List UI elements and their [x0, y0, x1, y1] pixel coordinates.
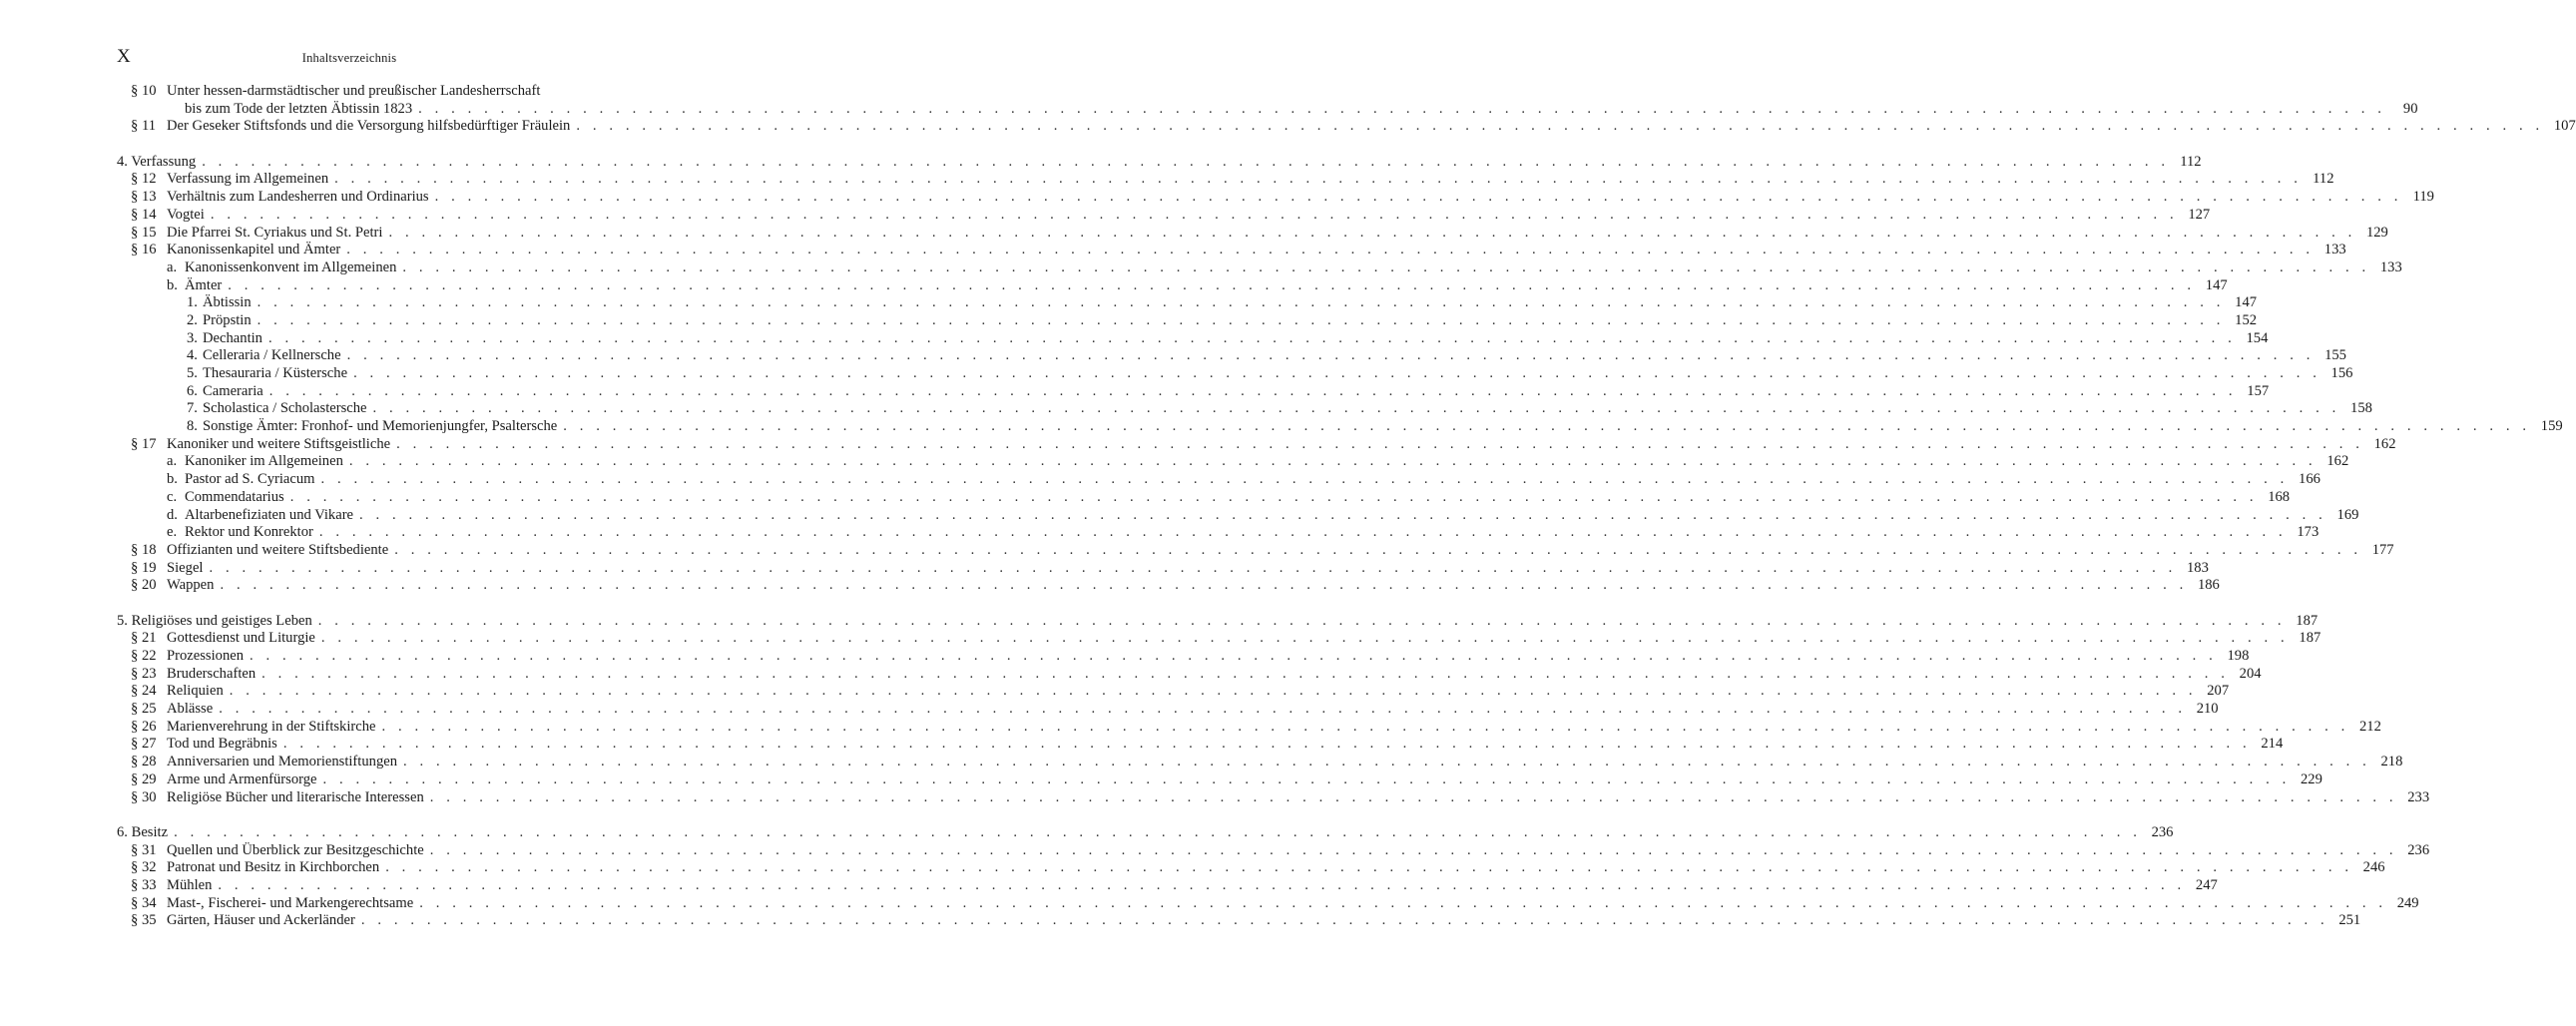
- toc-entry: [117, 294, 2258, 312]
- dot-leader: . . . . . . . . . . . . . . . . . . . . . . . . . . . . . . . . . . . . . . . . . . . . . . . . . . . . . . . . . . . . . . . . . . . . . . . . . . . . . . . . . . . . . . . . . . . . . . . . . . . . . . . . . . . . . . . . . . . . . . . .: [359, 506, 2327, 523]
- toc-entry: [117, 100, 2418, 119]
- toc-entry-title: Tod und Begräbnis: [167, 736, 277, 753]
- toc-paragraph-number: § 10: [131, 83, 157, 99]
- dot-leader: . . . . . . . . . . . . . . . . . . . . . . . . . . . . . . . . . . . . . . . . . . . . . . . . . . . . . . . . . . . . . . . . . . . . . . . . . . . . . . . . . . . . . . . . . . . . . . . . . . . . . . . . . . . . . . . . . . . . . . . .: [334, 171, 2303, 188]
- toc-page-number: 127: [2188, 206, 2211, 223]
- toc-paragraph-number: § 34: [131, 894, 157, 911]
- dot-leader: . . . . . . . . . . . . . . . . . . . . . . . . . . . . . . . . . . . . . . . . . . . . . . . . . . . . . . . . . . . . . . . . . . . . . . . . . . . . . . . . . . . . . . . . . . . . . . . . . . . . . . . . . . . . . . . . . . . . . . . .: [257, 311, 2226, 328]
- toc-entry: [117, 718, 2381, 737]
- toc-paragraph-number: § 32: [131, 859, 157, 876]
- toc-entry-title: Wappen: [167, 577, 215, 594]
- toc-entry-title: Arme und Armenfürsorge: [167, 770, 317, 787]
- toc-entry: [117, 171, 2334, 189]
- toc-page-number: 207: [2207, 683, 2230, 700]
- dot-leader: . . . . . . . . . . . . . . . . . . . . . . . . . . . . . . . . . . . . . . . . . . . . . . . . . . . . . . . . . . . . . . . . . . . . . . . . . . . . . . . . . . . . . . . . . . . . . . . . . . . . . . . . . . . . . . . . . . . . . . . .: [320, 630, 2290, 647]
- toc-item-marker: b.: [167, 276, 178, 293]
- toc-page-number: 210: [2196, 701, 2219, 718]
- toc-entry-title: Anniversarien und Memorienstiftungen: [167, 754, 398, 770]
- toc-page-number: 212: [2359, 718, 2381, 735]
- dot-leader: . . . . . . . . . . . . . . . . . . . . . . . . . . . . . . . . . . . . . . . . . . . . . . . . . . . . . . . . . . . . . . . . . . . . . . . . . . . . . . . . . . . . . . . . . . . . . . . . . . . . . . . . . . . . . . . . . . . . . . . .: [353, 365, 2321, 381]
- toc-paragraph-number: § 35: [131, 912, 157, 929]
- dot-leader: . . . . . . . . . . . . . . . . . . . . . . . . . . . . . . . . . . . . . . . . . . . . . . . . . . . . . . . . . . . . . . . . . . . . . . . . . . . . . . . . . . . . . . . . . . . . . . . . . . . . . . . . . . . . . . . . . . . . . . . .: [563, 418, 2531, 435]
- toc-entry: [117, 83, 643, 101]
- toc-page-number: 147: [2205, 276, 2228, 293]
- toc-paragraph-number: § 26: [131, 718, 157, 735]
- toc-item-marker: a.: [167, 453, 178, 470]
- dot-leader: . . . . . . . . . . . . . . . . . . . . . . . . . . . . . . . . . . . . . . . . . . . . . . . . . . . . . . . . . . . . . . . . . . . . . . . . . . . . . . . . . . . . . . . . . . . . . . . . . . . . . . . . . . . . . . . . . . . . . . . .: [267, 329, 2237, 346]
- toc-entry: [117, 841, 2430, 860]
- toc-item-marker: 5.: [187, 365, 198, 381]
- dot-leader: . . . . . . . . . . . . . . . . . . . . . . . . . . . . . . . . . . . . . . . . . . . . . . . . . . . . . . . . . . . . . . . . . . . . . . . . . . . . . . . . . . . . . . . . . . . . . . . . . . . . . . . . . . . . . . . . . . . . . . . .: [229, 683, 2198, 700]
- toc-page-number: 187: [2296, 612, 2318, 629]
- toc-entry: [117, 418, 2563, 436]
- toc-paragraph-number: § 12: [131, 171, 157, 188]
- running-title: Inhaltsverzeichnis: [301, 51, 397, 65]
- toc-entry-title: Dechantin: [203, 329, 262, 346]
- toc-page-number: 229: [2300, 770, 2322, 787]
- page-number: X: [117, 46, 132, 67]
- dot-leader: . . . . . . . . . . . . . . . . . . . . . . . . . . . . . . . . . . . . . . . . . . . . . . . . . . . . . . . . . . . . . . . . . . . . . . . . . . . . . . . . . . . . . . . . . . . . . . . . . . . . . . . . . . . . . . . . . . . . . . . .: [403, 754, 2371, 770]
- toc-entry-title: Thesauraria / Küstersche: [203, 365, 348, 381]
- dot-leader: . . . . . . . . . . . . . . . . . . . . . . . . . . . . . . . . . . . . . . . . . . . . . . . . . . . . . . . . . . . . . . . . . . . . . . . . . . . . . . . . . . . . . . . . . . . . . . . . . . . . . . . . . . . . . . . . . . . . . . . .: [348, 453, 2318, 470]
- toc-item-marker: 8.: [187, 418, 198, 435]
- toc-entry-title: 4. Verfassung: [117, 153, 197, 170]
- toc-entry-title: Offizianten und weitere Stiftsbediente: [167, 541, 389, 558]
- toc-page-number: 158: [2350, 400, 2372, 417]
- dot-leader: . . . . . . . . . . . . . . . . . . . . . . . . . . . . . . . . . . . . . . . . . . . . . . . . . . . . . . . . . . . . . . . . . . . . . . . . . . . . . . . . . . . . . . . . . . . . . . . . . . . . . . . . . . . . . . . . . . . . . . . .: [268, 382, 2238, 399]
- dot-leader: . . . . . . . . . . . . . . . . . . . . . . . . . . . . . . . . . . . . . . . . . . . . . . . . . . . . . . . . . . . . . . . . . . . . . . . . . . . . . . . . . . . . . . . . . . . . . . . . . . . . . . . . . . . . . . . . . . . . . . . .: [317, 612, 2287, 629]
- dot-leader: . . . . . . . . . . . . . . . . . . . . . . . . . . . . . . . . . . . . . . . . . . . . . . . . . . . . . . . . . . . . . . . . . . . . . . . . . . . . . . . . . . . . . . . . . . . . . . . . . . . . . . . . . . . . . . . . . . . . . . . .: [320, 471, 2289, 488]
- toc-page-number: 186: [2197, 577, 2220, 594]
- toc-paragraph-number: § 27: [131, 736, 157, 753]
- dot-leader: . . . . . . . . . . . . . . . . . . . . . . . . . . . . . . . . . . . . . . . . . . . . . . . . . . . . . . . . . . . . . . . . . . . . . . . . . . . . . . . . . . . . . . . . . . . . . . . . . . . . . . . . . . . . . . . . . . . . . . . .: [402, 258, 2370, 275]
- dot-leader: . . . . . . . . . . . . . . . . . . . . . . . . . . . . . . . . . . . . . . . . . . . . . . . . . . . . . . . . . . . . . . . . . . . . . . . . . . . . . . . . . . . . . . . . . . . . . . . . . . . . . . . . . . . . . . . . . . . . . . . .: [218, 876, 2186, 893]
- toc-page-number: 187: [2299, 630, 2321, 647]
- toc-paragraph-number: § 23: [131, 665, 157, 682]
- dot-leader: . . . . . . . . . . . . . . . . . . . . . . . . . . . . . . . . . . . . . . . . . . . . . . . . . . . . . . . . . . . . . . . . . . . . . . . . . . . . . . . . . . . . . . . . . . . . . . . . . . . . . . . . . . . . . . . . . . . . . . . .: [396, 435, 2364, 452]
- toc-entry-title: Altarbenefiziaten und Vikare: [185, 506, 354, 523]
- toc-entry: [117, 665, 2262, 684]
- toc-entry-title: Die Pfarrei St. Cyriakus und St. Petri: [167, 224, 383, 241]
- toc-page-number: 173: [2297, 524, 2319, 541]
- toc-paragraph-number: § 19: [131, 559, 157, 576]
- toc-page-number: 162: [2373, 435, 2396, 452]
- toc-paragraph-number: § 16: [131, 242, 157, 258]
- toc-entry: [117, 435, 2396, 454]
- toc-entry-title: Patronat und Besitz in Kirchborchen: [167, 859, 380, 876]
- toc-page-number: 154: [2246, 329, 2269, 346]
- dot-leader: . . . . . . . . . . . . . . . . . . . . . . . . . . . . . . . . . . . . . . . . . . . . . . . . . . . . . . . . . . . . . . . . . . . . . . . . . . . . . . . . . . . . . . . . . . . . . . . . . . . . . . . . . . . . . . . . . . . . . . . .: [219, 701, 2187, 718]
- toc-item-marker: 1.: [187, 294, 198, 311]
- dot-leader: . . . . . . . . . . . . . . . . . . . . . . . . . . . . . . . . . . . . . . . . . . . . . . . . . . . . . . . . . . . . . . . . . . . . . . . . . . . . . . . . . . . . . . . . . . . . . . . . . . . . . . . . . . . . . . . . . . . . . . . .: [228, 276, 2196, 293]
- toc-entry-title: Pröpstin: [203, 311, 252, 328]
- toc-entry: [117, 224, 2388, 243]
- toc-entry: [117, 788, 2430, 807]
- toc-entry-title: Kanonissenkapitel und Ämter: [167, 242, 341, 258]
- toc-item-marker: c.: [167, 488, 178, 505]
- toc-entry: [117, 541, 2394, 560]
- dot-leader: . . . . . . . . . . . . . . . . . . . . . . . . . . . . . . . . . . . . . . . . . . . . . . . . . . . . . . . . . . . . . . . . . . . . . . . . . . . . . . . . . . . . . . . . . . . . . . . . . . . . . . . . . . . . . . . . . . . . . . . .: [394, 541, 2362, 558]
- dot-leader: . . . . . . . . . . . . . . . . . . . . . . . . . . . . . . . . . . . . . . . . . . . . . . . . . . . . . . . . . . . . . . . . . . . . . . . . . . . . . . . . . . . . . . . . . . . . . . . . . . . . . . . . . . . . . . . . . . . . . . . .: [346, 347, 2315, 364]
- toc-paragraph-number: § 28: [131, 754, 157, 770]
- toc-page-number: 147: [2235, 294, 2258, 311]
- toc-entry-title: Cameraria: [203, 382, 263, 399]
- toc-entry: [117, 400, 2372, 418]
- toc-page-number: 198: [2227, 648, 2250, 664]
- toc-entry: [117, 894, 2419, 913]
- dot-leader: . . . . . . . . . . . . . . . . . . . . . . . . . . . . . . . . . . . . . . . . . . . . . . . . . . . . . . . . . . . . . . . . . . . . . . . . . . . . . . . . . . . . . . . . . . . . . . . . . . . . . . . . . . . . . . . . . . . . . . . .: [174, 823, 2142, 840]
- toc-entry-title: Bruderschaften: [167, 665, 257, 682]
- dot-leader: . . . . . . . . . . . . . . . . . . . . . . . . . . . . . . . . . . . . . . . . . . . . . . . . . . . . . . . . . . . . . . . . . . . . . . . . . . . . . . . . . . . . . . . . . . . . . . . . . . . . . . . . . . . . . . . . . . . . . . . .: [419, 894, 2387, 911]
- toc-entry-title: Verhältnis zum Landesherren und Ordinarius: [167, 189, 429, 206]
- toc-entry: [117, 311, 2258, 330]
- dot-leader: . . . . . . . . . . . . . . . . . . . . . . . . . . . . . . . . . . . . . . . . . . . . . . . . . . . . . . . . . . . . . . . . . . . . . . . . . . . . . . . . . . . . . . . . . . . . . . . . . . . . . . . . . . . . . . . . . . . . . . . .: [372, 400, 2340, 417]
- toc-entry: [117, 648, 2250, 666]
- toc-page-number: 152: [2235, 311, 2258, 328]
- toc-entry-title: Gottesdienst und Liturgie: [167, 630, 315, 647]
- toc-entry-title: Kanoniker und weitere Stiftsgeistliche: [167, 435, 391, 452]
- dot-leader: . . . . . . . . . . . . . . . . . . . . . . . . . . . . . . . . . . . . . . . . . . . . . . . . . . . . . . . . . . . . . . . . . . . . . . . . . . . . . . . . . . . . . . . . . . . . . . . . . . . . . . . . . . . . . . . . . . . . . . . .: [360, 912, 2329, 929]
- toc-page-number: 166: [2299, 471, 2320, 488]
- toc-entry-title: Äbtissin: [203, 294, 252, 311]
- toc-page-number: 157: [2247, 382, 2270, 399]
- toc-paragraph-number: § 17: [131, 435, 157, 452]
- toc-page-number: 249: [2396, 894, 2419, 911]
- toc-entry-title: Mühlen: [167, 876, 213, 893]
- dot-leader: . . . . . . . . . . . . . . . . . . . . . . . . . . . . . . . . . . . . . . . . . . . . . . . . . . . . . . . . . . . . . . . . . . . . . . . . . . . . . . . . . . . . . . . . . . . . . . . . . . . . . . . . . . . . . . . . . . . . . . . .: [429, 841, 2398, 858]
- toc-page-number: 168: [2268, 488, 2291, 505]
- toc-page-number: 214: [2261, 736, 2284, 753]
- toc-paragraph-number: § 15: [131, 224, 157, 241]
- toc-paragraph-number: § 20: [131, 577, 157, 594]
- table-of-contents: [117, 83, 2576, 930]
- toc-entry-title: 6. Besitz: [117, 823, 169, 840]
- toc-page-number: 119: [2412, 189, 2434, 206]
- dot-leader: . . . . . . . . . . . . . . . . . . . . . . . . . . . . . . . . . . . . . . . . . . . . . . . . . . . . . . . . . . . . . . . . . . . . . . . . . . . . . . . . . . . . . . . . . . . . . . . . . . . . . . . . . . . . . . . . . . . . . . . .: [209, 559, 2177, 576]
- toc-paragraph-number: § 24: [131, 683, 157, 700]
- toc-entry: [117, 770, 2322, 789]
- toc-entry: [117, 630, 2321, 648]
- toc-entry-title: Der Geseker Stiftsfonds und die Versorgung hilfsbedürftiger Fräulein: [167, 118, 571, 135]
- dot-leader: . . . . . . . . . . . . . . . . . . . . . . . . . . . . . . . . . . . . . . . . . . . . . . . . . . . . . . . . . . . . . . . . . . . . . . . . . . . . . . . . . . . . . . . . . . . . . . . . . . . . . . . . . . . . . . . . . . . . . . . .: [388, 224, 2356, 241]
- toc-entry-title: Unter hessen-darmstädtischer und preußischer Landesherrschaft: [167, 83, 541, 99]
- toc-page-number: 162: [2326, 453, 2349, 470]
- toc-entry: [117, 488, 2291, 507]
- toc-entry: [117, 506, 2359, 525]
- section-spacer: [117, 806, 643, 824]
- toc-page-number: 236: [2151, 823, 2174, 840]
- toc-paragraph-number: § 33: [131, 876, 157, 893]
- toc-paragraph-number: § 14: [131, 206, 157, 223]
- toc-entry: [117, 577, 2220, 595]
- toc-item-marker: b.: [167, 471, 178, 488]
- dot-leader: . . . . . . . . . . . . . . . . . . . . . . . . . . . . . . . . . . . . . . . . . . . . . . . . . . . . . . . . . . . . . . . . . . . . . . . . . . . . . . . . . . . . . . . . . . . . . . . . . . . . . . . . . . . . . . . . . . . . . . . .: [282, 736, 2252, 753]
- toc-entry-title: Rektor und Konrektor: [185, 524, 313, 541]
- dot-leader: . . . . . . . . . . . . . . . . . . . . . . . . . . . . . . . . . . . . . . . . . . . . . . . . . . . . . . . . . . . . . . . . . . . . . . . . . . . . . . . . . . . . . . . . . . . . . . . . . . . . . . . . . . . . . . . . . . . . . . . .: [289, 488, 2259, 505]
- toc-entry-title: Commendatarius: [185, 488, 284, 505]
- toc-page-number: 177: [2371, 541, 2394, 558]
- toc-item-marker: 3.: [187, 329, 198, 346]
- toc-chapter: [117, 612, 2318, 631]
- toc-entry-title: Ämter: [185, 276, 223, 293]
- toc-page-number: 204: [2239, 665, 2262, 682]
- toc-entry: [117, 365, 2353, 383]
- toc-paragraph-number: § 22: [131, 648, 157, 664]
- dot-leader: . . . . . . . . . . . . . . . . . . . . . . . . . . . . . . . . . . . . . . . . . . . . . . . . . . . . . . . . . . . . . . . . . . . . . . . . . . . . . . . . . . . . . . . . . . . . . . . . . . . . . . . . . . . . . . . . . . . . . . . .: [261, 665, 2230, 682]
- toc-item-marker: 2.: [187, 311, 198, 328]
- toc-item-marker: a.: [167, 258, 178, 275]
- toc-paragraph-number: § 30: [131, 788, 157, 805]
- toc-chapter: [117, 823, 2174, 842]
- toc-paragraph-number: § 11: [131, 118, 156, 135]
- dot-leader: . . . . . . . . . . . . . . . . . . . . . . . . . . . . . . . . . . . . . . . . . . . . . . . . . . . . . . . . . . . . . . . . . . . . . . . . . . . . . . . . . . . . . . . . . . . . . . . . . . . . . . . . . . . . . . . . . . . . . . . .: [381, 718, 2349, 735]
- toc-entry: [117, 258, 2402, 277]
- toc-entry-title: Pastor ad S. Cyriacum: [185, 471, 315, 488]
- dot-leader: . . . . . . . . . . . . . . . . . . . . . . . . . . . . . . . . . . . . . . . . . . . . . . . . . . . . . . . . . . . . . . . . . . . . . . . . . . . . . . . . . . . . . . . . . . . . . . . . . . . . . . . . . . . . . . . . . . . . . . . .: [257, 294, 2226, 311]
- toc-page-number: 90: [2402, 100, 2418, 117]
- dot-leader: . . . . . . . . . . . . . . . . . . . . . . . . . . . . . . . . . . . . . . . . . . . . . . . . . . . . . . . . . . . . . . . . . . . . . . . . . . . . . . . . . . . . . . . . . . . . . . . . . . . . . . . . . . . . . . . . . . . . . . . .: [418, 100, 2386, 117]
- toc-entry: [117, 683, 2230, 701]
- toc-entry: [117, 559, 2209, 578]
- toc-page-number: 112: [2313, 171, 2334, 188]
- toc-entry-title: Sonstige Ämter: Fronhof- und Memorienjungfer, Psaltersche: [203, 418, 558, 435]
- toc-page-number: 133: [2379, 258, 2402, 275]
- toc-entry-title: Siegel: [167, 559, 204, 576]
- toc-entry-title: Prozessionen: [167, 648, 245, 664]
- toc-paragraph-number: § 29: [131, 770, 157, 787]
- toc-entry-title: Gärten, Häuser und Ackerländer: [167, 912, 355, 929]
- toc-entry-title: Scholastica / Scholastersche: [203, 400, 367, 417]
- toc-entry-title: Vogtei: [167, 206, 205, 223]
- toc-entry: [117, 912, 2361, 930]
- toc-item-marker: 4.: [187, 347, 198, 364]
- toc-page-number: 236: [2407, 841, 2430, 858]
- toc-entry-title: Ablässe: [167, 701, 214, 718]
- toc-page-number: 233: [2407, 788, 2430, 805]
- toc-entry-title: Religiöse Bücher und literarische Interessen: [167, 788, 424, 805]
- dot-leader: . . . . . . . . . . . . . . . . . . . . . . . . . . . . . . . . . . . . . . . . . . . . . . . . . . . . . . . . . . . . . . . . . . . . . . . . . . . . . . . . . . . . . . . . . . . . . . . . . . . . . . . . . . . . . . . . . . . . . . . .: [322, 770, 2291, 787]
- toc-entry: [117, 754, 2403, 771]
- toc-item-marker: d.: [167, 506, 178, 523]
- toc-entry: [117, 471, 2320, 489]
- toc-entry: [117, 276, 2228, 295]
- toc-entry-title: bis zum Tode der letzten Äbtissin 1823: [185, 100, 413, 117]
- section-spacer: [117, 595, 643, 613]
- dot-leader: . . . . . . . . . . . . . . . . . . . . . . . . . . . . . . . . . . . . . . . . . . . . . . . . . . . . . . . . . . . . . . . . . . . . . . . . . . . . . . . . . . . . . . . . . . . . . . . . . . . . . . . . . . . . . . . . . . . . . . . .: [202, 153, 2170, 170]
- toc-entry: [117, 206, 2211, 225]
- toc-page-number: 112: [2180, 153, 2202, 170]
- dot-leader: . . . . . . . . . . . . . . . . . . . . . . . . . . . . . . . . . . . . . . . . . . . . . . . . . . . . . . . . . . . . . . . . . . . . . . . . . . . . . . . . . . . . . . . . . . . . . . . . . . . . . . . . . . . . . . . . . . . . . . . .: [250, 648, 2218, 664]
- toc-page-number: 133: [2323, 242, 2346, 258]
- dot-leader: . . . . . . . . . . . . . . . . . . . . . . . . . . . . . . . . . . . . . . . . . . . . . . . . . . . . . . . . . . . . . . . . . . . . . . . . . . . . . . . . . . . . . . . . . . . . . . . . . . . . . . . . . . . . . . . . . . . . . . . .: [346, 242, 2315, 258]
- toc-item-marker: 6.: [187, 382, 198, 399]
- toc-entry: [117, 347, 2346, 365]
- toc-entry-title: Kanonissenkonvent im Allgemeinen: [185, 258, 397, 275]
- toc-chapter: [117, 153, 2202, 172]
- toc-page-number: 247: [2195, 876, 2218, 893]
- dot-leader: . . . . . . . . . . . . . . . . . . . . . . . . . . . . . . . . . . . . . . . . . . . . . . . . . . . . . . . . . . . . . . . . . . . . . . . . . . . . . . . . . . . . . . . . . . . . . . . . . . . . . . . . . . . . . . . . . . . . . . . .: [429, 788, 2398, 805]
- toc-paragraph-number: § 31: [131, 841, 157, 858]
- dot-leader: . . . . . . . . . . . . . . . . . . . . . . . . . . . . . . . . . . . . . . . . . . . . . . . . . . . . . . . . . . . . . . . . . . . . . . . . . . . . . . . . . . . . . . . . . . . . . . . . . . . . . . . . . . . . . . . . . . . . . . . .: [576, 118, 2544, 135]
- toc-entry-title: Mast-, Fischerei- und Markengerechtsame: [167, 894, 414, 911]
- toc-page-number: 218: [2380, 754, 2403, 770]
- toc-paragraph-number: § 18: [131, 541, 157, 558]
- toc-page-number: 129: [2365, 224, 2388, 241]
- dot-leader: . . . . . . . . . . . . . . . . . . . . . . . . . . . . . . . . . . . . . . . . . . . . . . . . . . . . . . . . . . . . . . . . . . . . . . . . . . . . . . . . . . . . . . . . . . . . . . . . . . . . . . . . . . . . . . . . . . . . . . . .: [385, 859, 2353, 876]
- toc-entry-title: Reliquien: [167, 683, 224, 700]
- dot-leader: . . . . . . . . . . . . . . . . . . . . . . . . . . . . . . . . . . . . . . . . . . . . . . . . . . . . . . . . . . . . . . . . . . . . . . . . . . . . . . . . . . . . . . . . . . . . . . . . . . . . . . . . . . . . . . . . . . . . . . . .: [210, 206, 2179, 223]
- toc-entry: [117, 701, 2219, 719]
- toc-page-number: 156: [2330, 365, 2353, 381]
- toc-page-number: 107: [2553, 118, 2576, 135]
- toc-paragraph-number: § 25: [131, 701, 157, 718]
- toc-entry: [117, 524, 2319, 542]
- toc-entry-title: Celleraria / Kellnersche: [203, 347, 341, 364]
- toc-entry: [117, 736, 2284, 754]
- toc-entry-title: Quellen und Überblick zur Besitzgeschichte: [167, 841, 424, 858]
- toc-page-number: 183: [2186, 559, 2209, 576]
- dot-leader: . . . . . . . . . . . . . . . . . . . . . . . . . . . . . . . . . . . . . . . . . . . . . . . . . . . . . . . . . . . . . . . . . . . . . . . . . . . . . . . . . . . . . . . . . . . . . . . . . . . . . . . . . . . . . . . . . . . . . . . .: [318, 524, 2288, 541]
- toc-entry-title: Kanoniker im Allgemeinen: [185, 453, 343, 470]
- toc-entry-title: Marienverehrung in der Stiftskirche: [167, 718, 376, 735]
- toc-page-number: 246: [2362, 859, 2385, 876]
- toc-page-number: 155: [2324, 347, 2346, 364]
- toc-entry: [117, 329, 2269, 348]
- dot-leader: . . . . . . . . . . . . . . . . . . . . . . . . . . . . . . . . . . . . . . . . . . . . . . . . . . . . . . . . . . . . . . . . . . . . . . . . . . . . . . . . . . . . . . . . . . . . . . . . . . . . . . . . . . . . . . . . . . . . . . . .: [434, 189, 2402, 206]
- toc-entry: [117, 859, 2385, 877]
- toc-entry: [117, 189, 2434, 207]
- toc-item-marker: e.: [167, 524, 178, 541]
- toc-entry: [117, 453, 2349, 471]
- toc-paragraph-number: § 21: [131, 630, 157, 647]
- toc-entry: [117, 382, 2270, 401]
- toc-item-marker: 7.: [187, 400, 198, 417]
- toc-paragraph-number: § 13: [131, 189, 157, 206]
- dot-leader: . . . . . . . . . . . . . . . . . . . . . . . . . . . . . . . . . . . . . . . . . . . . . . . . . . . . . . . . . . . . . . . . . . . . . . . . . . . . . . . . . . . . . . . . . . . . . . . . . . . . . . . . . . . . . . . . . . . . . . . .: [220, 577, 2188, 594]
- toc-entry: [117, 876, 2218, 895]
- toc-entry-title: Verfassung im Allgemeinen: [167, 171, 329, 188]
- section-spacer: [117, 136, 643, 154]
- toc-entry: [117, 242, 2346, 259]
- toc-page-number: 251: [2338, 912, 2361, 929]
- toc-page-number: 169: [2336, 506, 2359, 523]
- toc-page-number: 159: [2540, 418, 2563, 435]
- toc-entry-title: 5. Religiöses und geistiges Leben: [117, 612, 312, 629]
- toc-entry: [117, 118, 2576, 136]
